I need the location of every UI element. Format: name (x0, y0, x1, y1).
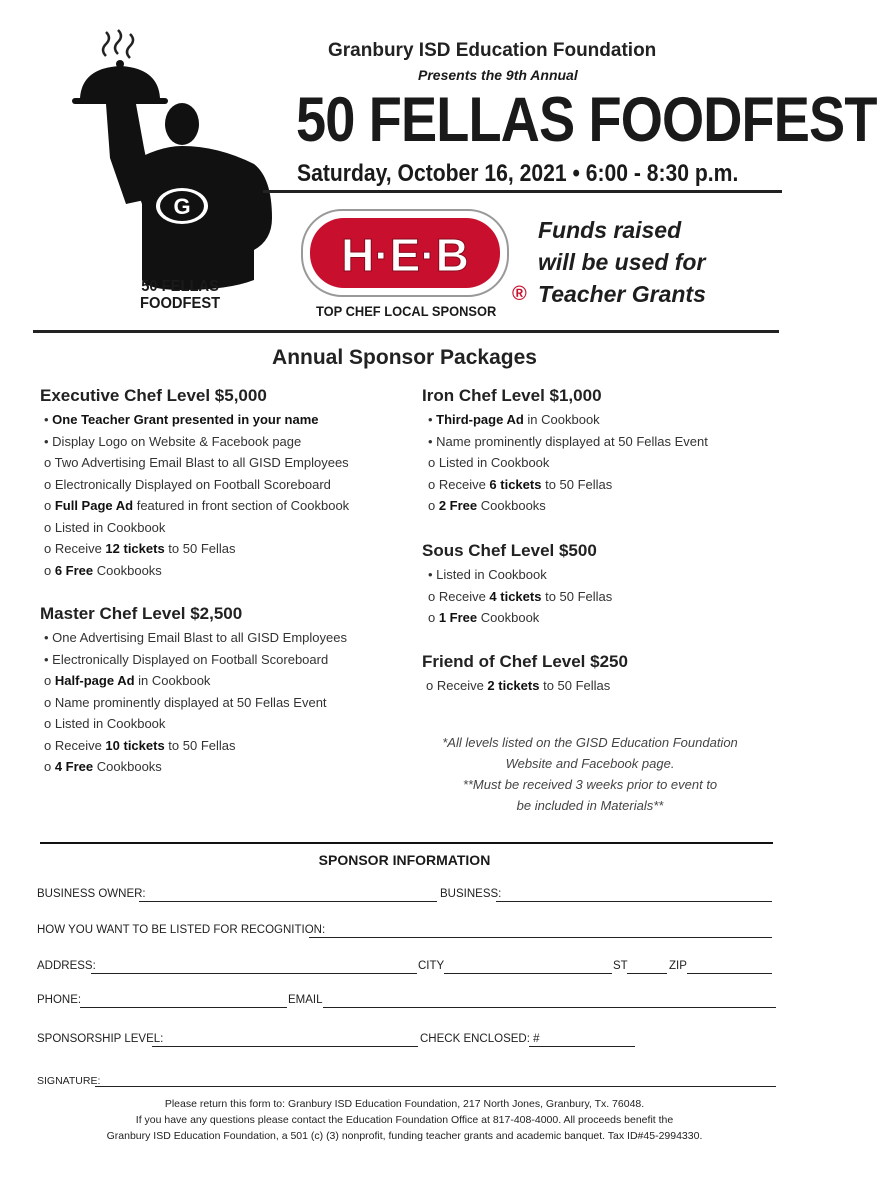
benefit-text: featured in front section of Cookbook (133, 498, 350, 513)
benefit-text: o Receive (428, 588, 490, 604)
benefit-item (44, 409, 349, 431)
footer (0, 1096, 809, 1144)
email-field[interactable] (323, 1007, 776, 1008)
benefit-item (428, 474, 708, 496)
benefit-highlight: 2 tickets (487, 678, 540, 693)
benefit-text: • Electronically Displayed on Football Scoreboard (44, 651, 329, 667)
footer-line1: Please return this form to: Granbury ISD Education Foundation, 217 North Jones, Granbury, Tx. 76048. (164, 1098, 645, 1110)
benefit-item (44, 452, 349, 474)
address-field[interactable] (91, 973, 417, 974)
benefit-text: to 50 Fellas (541, 588, 613, 604)
city-label: CITY (418, 960, 445, 972)
packages-title: Annual Sponsor Packages (272, 346, 537, 369)
registered-mark: ® (512, 283, 527, 305)
benefit-highlight: Half-page Ad (54, 673, 135, 688)
organization-name: Granbury ISD Education Foundation (328, 40, 657, 61)
master-level-list (44, 627, 347, 778)
event-date: Saturday, October 16, 2021 • 6:00 - 8:30 p.m. (297, 160, 739, 187)
heb-logo-text: H·E·B (341, 229, 469, 281)
benefit-text: o (428, 610, 439, 625)
friend-level-list (426, 675, 610, 697)
benefit-text: • (44, 412, 53, 427)
benefit-highlight: 10 tickets (105, 737, 165, 753)
executive-level-list (44, 409, 349, 581)
benefit-text: o (44, 498, 55, 513)
chef-silhouette-holding-cloche-icon (58, 28, 283, 290)
benefit-item (44, 649, 347, 671)
benefit-text: o Receive (428, 476, 490, 492)
benefit-item (44, 627, 347, 649)
presents-subtitle: Presents the 9th Annual (418, 67, 578, 83)
signature-field[interactable] (95, 1086, 776, 1087)
phone-label: PHONE: (37, 994, 82, 1006)
benefit-item (428, 431, 708, 453)
emblem-letter: G (173, 194, 191, 219)
top-sponsor-caption: TOP CHEF LOCAL SPONSOR (316, 303, 497, 319)
benefit-text: o Listed in Cookbook (44, 716, 166, 731)
note-line1: *All levels listed on the GISD Education Foundation (442, 735, 738, 750)
benefit-highlight: Third-page Ad (436, 412, 524, 427)
master-level-title: Master Chef Level $2,500 (40, 604, 243, 623)
mascot-caption-line2: FOODFEST (140, 295, 221, 312)
check-number-field[interactable] (529, 1046, 635, 1047)
note-line2: Website and Facebook page. (505, 756, 675, 771)
benefit-item (428, 564, 612, 586)
state-label: ST (613, 960, 628, 972)
business-owner-field[interactable] (139, 901, 437, 902)
address-label: ADDRESS: (37, 960, 96, 972)
benefit-text: • One Advertising Email Blast to all GISD Employees (44, 630, 347, 645)
benefit-text: Cookbooks (477, 498, 546, 513)
benefit-text: • Listed in Cookbook (428, 567, 547, 582)
benefit-highlight: 4 tickets (489, 588, 542, 604)
benefit-item (44, 431, 349, 453)
benefit-text: in Cookbook (134, 673, 211, 688)
event-title: 50 FELLAS FOODFEST (296, 85, 877, 155)
heb-logo (300, 208, 510, 298)
mascot-caption-line1: 50 FELLAS (141, 278, 219, 295)
benefit-text: to 50 Fellas (164, 737, 236, 753)
note-line3: **Must be received 3 weeks prior to event to (462, 777, 718, 792)
signature-label: SIGNATURE: (37, 1075, 101, 1087)
benefit-highlight: 6 Free (54, 562, 94, 578)
levels-note (420, 732, 760, 816)
benefit-text: Cookbooks (93, 759, 162, 774)
benefit-text: • Name prominently displayed at 50 Fellas Event (428, 433, 708, 449)
benefit-highlight: One Teacher Grant presented in your name (52, 412, 319, 427)
benefit-highlight: 6 tickets (489, 476, 542, 492)
benefit-item (44, 713, 347, 735)
benefit-text: o (44, 562, 55, 578)
benefit-text: to 50 Fellas (164, 541, 236, 556)
recognition-label: HOW YOU WANT TO BE LISTED FOR RECOGNITION: (37, 924, 326, 936)
benefit-text: o (44, 759, 55, 774)
benefit-text: Cookbooks (93, 562, 162, 578)
benefit-item (44, 692, 347, 714)
benefit-text: o (428, 498, 439, 513)
benefit-text: • Display Logo on Website & Facebook page (44, 433, 302, 449)
benefit-text: • (428, 412, 437, 427)
benefit-item (426, 675, 610, 697)
benefit-item (44, 474, 349, 496)
business-label: BUSINESS: (440, 888, 502, 900)
sous-level-title: Sous Chef Level $500 (422, 541, 597, 560)
friend-level-title: Friend of Chef Level $250 (422, 652, 628, 671)
benefit-highlight: Full Page Ad (54, 498, 134, 513)
note-line4: be included in Materials** (516, 798, 664, 813)
sponsorship-level-field[interactable] (152, 1046, 418, 1047)
funds-line1: Funds raised (538, 217, 682, 243)
benefit-text: o Receive (44, 541, 106, 556)
form-title: SPONSOR INFORMATION (318, 852, 491, 868)
benefit-text: o Listed in Cookbook (428, 455, 550, 470)
benefit-item (44, 560, 349, 582)
recognition-field[interactable] (309, 937, 772, 938)
benefit-item (428, 452, 708, 474)
benefit-text: o Receive (44, 737, 106, 753)
iron-level-list (428, 409, 708, 517)
sponsorship-level-label: SPONSORSHIP LEVEL: (37, 1033, 164, 1045)
benefit-text: o Receive (426, 678, 488, 693)
benefit-text: to 50 Fellas (541, 476, 613, 492)
executive-level-title: Executive Chef Level $5,000 (40, 386, 267, 405)
benefit-highlight: 1 Free (438, 610, 478, 625)
phone-field[interactable] (80, 1007, 287, 1008)
business-field[interactable] (496, 901, 772, 902)
benefit-text: o Electronically Displayed on Football Scoreboard (44, 476, 331, 492)
sous-level-list (428, 564, 612, 629)
benefit-item (44, 517, 349, 539)
benefit-item (44, 756, 347, 778)
benefit-text: o Two Advertising Email Blast to all GISD Employees (44, 455, 349, 470)
funds-statement (538, 214, 706, 310)
benefit-highlight: 2 Free (438, 498, 478, 513)
zip-label: ZIP (669, 960, 687, 972)
zip-field[interactable] (687, 973, 772, 974)
mascot-caption (140, 278, 220, 312)
benefit-text: o (44, 673, 55, 688)
benefit-item (44, 495, 349, 517)
benefit-item (428, 607, 612, 629)
benefit-text: Cookbook (477, 610, 540, 625)
benefit-item (428, 495, 708, 517)
benefit-text: o Listed in Cookbook (44, 519, 166, 535)
benefit-item (44, 670, 347, 692)
mascot-illustration (58, 28, 283, 290)
benefit-item (44, 735, 347, 757)
benefit-highlight: 4 Free (54, 759, 94, 774)
section-divider (33, 330, 779, 333)
iron-level-title: Iron Chef Level $1,000 (422, 386, 602, 405)
funds-line3: Teacher Grants (538, 281, 706, 307)
header-divider (263, 190, 782, 193)
benefit-item (428, 586, 612, 608)
footer-line3: Granbury ISD Education Foundation, a 501 (c) (3) nonprofit, funding teacher grants and academic banquet. Tax ID#45-2994330. (106, 1130, 703, 1142)
benefit-highlight: 12 tickets (105, 541, 165, 556)
business-owner-label: BUSINESS OWNER: (37, 888, 146, 900)
benefit-item (44, 538, 349, 560)
benefit-text: o Name prominently displayed at 50 Fellas Event (44, 694, 327, 710)
email-label: EMAIL (288, 994, 323, 1006)
funds-line2: will be used for (538, 249, 706, 275)
benefit-text: to 50 Fellas (539, 678, 611, 693)
benefit-text: in Cookbook (523, 412, 600, 427)
footer-line2: If you have any questions please contact the Education Foundation Office at 817-408-4000. All proceeds benefit the (135, 1114, 674, 1126)
benefit-item (428, 409, 708, 431)
check-enclosed-label: CHECK ENCLOSED: # (420, 1033, 540, 1045)
form-divider (40, 842, 773, 844)
city-field[interactable] (444, 973, 612, 974)
state-field[interactable] (627, 973, 667, 974)
